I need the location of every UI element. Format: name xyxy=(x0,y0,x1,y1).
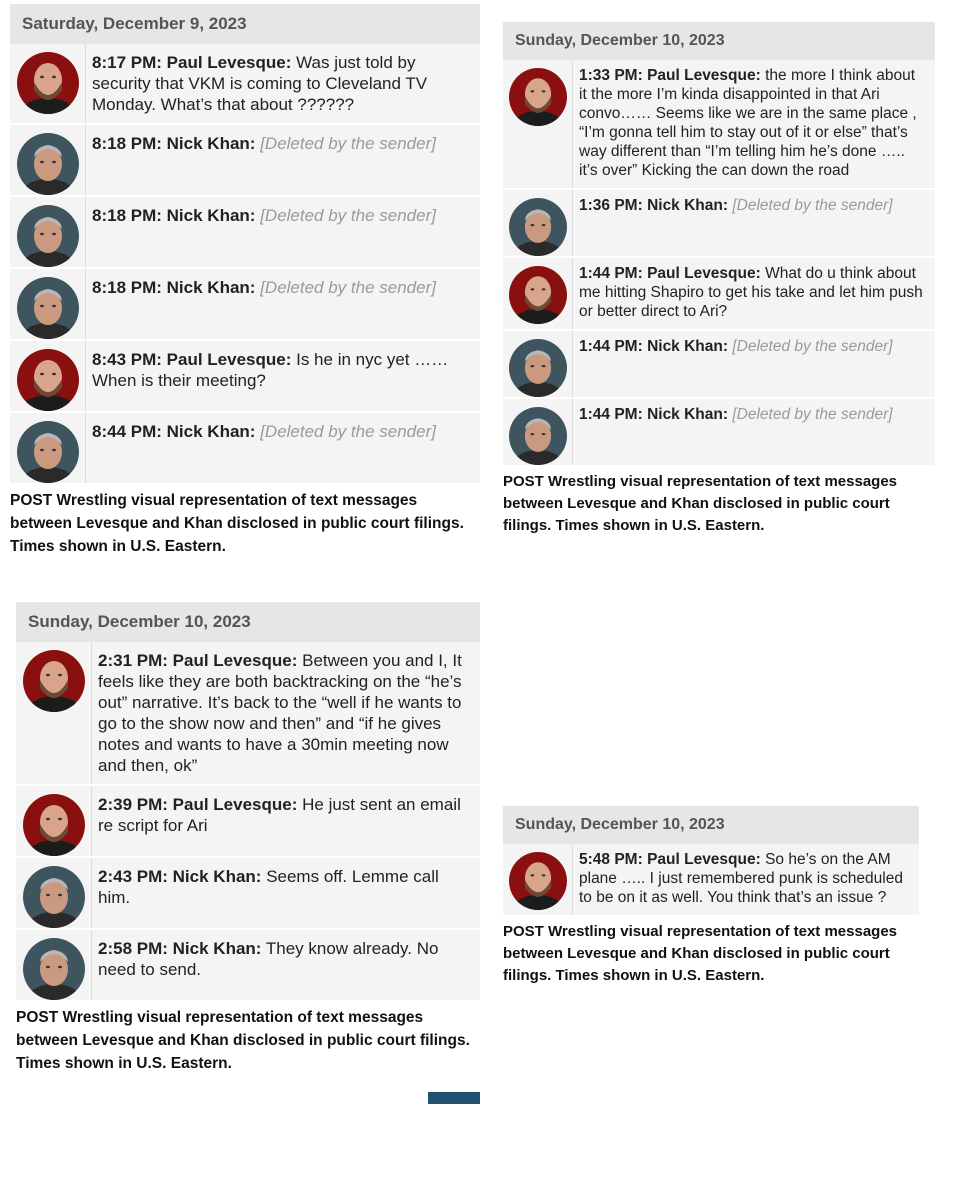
message-time: 8:44 PM: xyxy=(92,422,162,441)
message-row xyxy=(16,642,480,786)
message-text xyxy=(92,786,480,856)
avatar-cell xyxy=(503,844,573,915)
message-text xyxy=(86,269,444,339)
message-time: 1:36 PM: xyxy=(579,197,643,214)
message-body: Is he in nyc yet …… When is their meeting? xyxy=(92,350,449,390)
deleted-message-notice: [Deleted by the sender] xyxy=(260,422,436,441)
message-text xyxy=(92,930,480,1000)
message-sender: Paul Levesque: xyxy=(172,651,298,670)
message-text xyxy=(86,197,444,267)
avatar-cell xyxy=(16,786,92,856)
message-text xyxy=(573,190,901,256)
message-body: Seems off. Lemme call him. xyxy=(98,867,439,907)
panel-caption: POST Wrestling visual representation of text messages between Levesque and Khan disclosed in public court filings. Times shown in U.S. Eastern. xyxy=(10,492,464,555)
message-time: 2:39 PM: xyxy=(98,795,168,814)
message-row xyxy=(503,258,935,331)
panel-date-header: Sunday, December 10, 2023 xyxy=(503,22,935,60)
message-sender: Paul Levesque: xyxy=(172,795,298,814)
panel-date-header: Sunday, December 10, 2023 xyxy=(503,806,919,844)
message-body: Was just told by security that VKM is coming to Cleveland TV Monday. What’s that about ?????? xyxy=(92,53,428,114)
message-sender: Nick Khan: xyxy=(647,406,729,423)
avatar-cell xyxy=(10,341,86,411)
message-body: So he’s on the AM plane ….. I just remembered punk is scheduled to be on it as well. You think that’s an issue ? xyxy=(579,851,903,906)
deleted-message-notice: [Deleted by the sender] xyxy=(732,338,893,355)
paul-levesque-avatar xyxy=(23,650,85,712)
message-list xyxy=(503,844,919,917)
message-text xyxy=(573,844,919,915)
paul-levesque-avatar xyxy=(509,852,567,910)
nick-khan-avatar xyxy=(509,407,567,465)
deleted-message-notice: [Deleted by the sender] xyxy=(732,406,893,423)
nick-khan-avatar xyxy=(23,866,85,928)
paul-levesque-avatar xyxy=(509,266,567,324)
avatar-cell xyxy=(16,858,92,928)
panel-caption: POST Wrestling visual representation of text messages between Levesque and Khan disclosed in public court filings. Times shown in U.S. Eastern. xyxy=(503,473,898,534)
message-text xyxy=(86,413,444,483)
message-row xyxy=(503,844,919,917)
message-panel-dec-9 xyxy=(10,4,480,558)
message-time: 2:58 PM: xyxy=(98,939,168,958)
nick-khan-avatar xyxy=(17,205,79,267)
message-text xyxy=(86,125,444,195)
message-time: 5:48 PM: xyxy=(579,851,643,868)
message-list xyxy=(10,44,480,485)
message-text xyxy=(86,44,480,123)
message-time: 2:43 PM: xyxy=(98,867,168,886)
message-panel-dec-10-a xyxy=(503,22,935,537)
message-row xyxy=(10,341,480,413)
message-time: 8:17 PM: xyxy=(92,53,162,72)
deleted-message-notice: [Deleted by the sender] xyxy=(260,278,436,297)
message-row xyxy=(16,786,480,858)
message-row xyxy=(10,413,480,485)
message-body: He just sent an email re script for Ari xyxy=(98,795,461,835)
avatar-cell xyxy=(10,269,86,339)
message-time: 8:18 PM: xyxy=(92,278,162,297)
message-panel-dec-10-b xyxy=(16,602,480,1075)
message-time: 8:43 PM: xyxy=(92,350,162,369)
avatar-cell xyxy=(503,399,573,465)
message-time: 8:18 PM: xyxy=(92,206,162,225)
panel-date-header: Sunday, December 10, 2023 xyxy=(16,602,480,642)
message-row xyxy=(503,190,935,258)
message-row xyxy=(10,197,480,269)
message-text xyxy=(86,341,480,411)
paul-levesque-avatar xyxy=(23,794,85,856)
message-sender: Nick Khan: xyxy=(172,867,262,886)
message-sender: Paul Levesque: xyxy=(647,265,761,282)
message-sender: Nick Khan: xyxy=(172,939,262,958)
deleted-message-notice: [Deleted by the sender] xyxy=(732,197,893,214)
message-text xyxy=(573,399,901,465)
deleted-message-notice: [Deleted by the sender] xyxy=(260,206,436,225)
message-sender: Nick Khan: xyxy=(166,278,256,297)
paul-levesque-avatar xyxy=(17,52,79,114)
message-body: They know already. No need to send. xyxy=(98,939,439,979)
message-row xyxy=(10,269,480,341)
message-sender: Paul Levesque: xyxy=(647,67,761,84)
message-time: 1:44 PM: xyxy=(579,406,643,423)
nick-khan-avatar xyxy=(17,133,79,195)
message-sender: Nick Khan: xyxy=(166,134,256,153)
message-row xyxy=(10,44,480,125)
message-sender: Nick Khan: xyxy=(166,422,256,441)
nick-khan-avatar xyxy=(23,938,85,1000)
nick-khan-avatar xyxy=(509,198,567,256)
message-row xyxy=(503,60,935,190)
message-list xyxy=(503,60,935,467)
message-row xyxy=(16,930,480,1002)
avatar-cell xyxy=(503,190,573,256)
message-body: What do u think about me hitting Shapiro to get his take and let him push or better direct to Ari? xyxy=(579,265,923,320)
message-text xyxy=(573,331,901,397)
avatar-cell xyxy=(503,331,573,397)
message-row xyxy=(10,125,480,197)
message-text xyxy=(92,642,480,784)
paul-levesque-avatar xyxy=(17,349,79,411)
deleted-message-notice: [Deleted by the sender] xyxy=(260,134,436,153)
message-row xyxy=(503,399,935,467)
message-sender: Nick Khan: xyxy=(166,206,256,225)
message-text xyxy=(92,858,480,928)
avatar-cell xyxy=(10,197,86,267)
nick-khan-avatar xyxy=(17,421,79,483)
avatar-cell xyxy=(10,44,86,123)
avatar-cell xyxy=(503,258,573,329)
panel-date-header: Saturday, December 9, 2023 xyxy=(10,4,480,44)
message-row xyxy=(503,331,935,399)
message-time: 1:33 PM: xyxy=(579,67,643,84)
message-sender: Paul Levesque: xyxy=(166,350,292,369)
avatar-cell xyxy=(10,125,86,195)
message-body: the more I think about it the more I’m kinda disappointed in that Ari convo…… Seems like we are in the same place , “I’m gonna tell him to stay out of it or else” that’s way different than “I’m telling him he’s done ….. it’s over” Kicking the can down the road xyxy=(579,67,917,179)
avatar-cell xyxy=(10,413,86,483)
message-sender: Paul Levesque: xyxy=(166,53,292,72)
message-text xyxy=(573,258,935,329)
message-body: Between you and I, It feels like they are both backtracking on the “he’s out” narrative. It’s back to the “well if he wants to go to the show now and then” and “if he gives notes and wants to have a 30min meeting now and then, ok” xyxy=(98,651,462,775)
paul-levesque-avatar xyxy=(509,68,567,126)
message-text xyxy=(573,60,935,188)
panel-caption: POST Wrestling visual representation of text messages between Levesque and Khan disclosed in public court filings. Times shown in U.S. Eastern. xyxy=(16,1009,470,1072)
nick-khan-avatar xyxy=(509,339,567,397)
message-sender: Nick Khan: xyxy=(647,338,729,355)
nick-khan-avatar xyxy=(17,277,79,339)
message-sender: Nick Khan: xyxy=(647,197,729,214)
panel-caption: POST Wrestling visual representation of text messages between Levesque and Khan disclosed in public court filings. Times shown in U.S. Eastern. xyxy=(503,923,898,984)
message-row xyxy=(16,858,480,930)
avatar-cell xyxy=(16,930,92,1000)
message-list xyxy=(16,642,480,1002)
message-sender: Paul Levesque: xyxy=(647,851,761,868)
message-panel-dec-10-c xyxy=(503,806,919,987)
message-time: 2:31 PM: xyxy=(98,651,168,670)
avatar-cell xyxy=(503,60,573,188)
message-time: 1:44 PM: xyxy=(579,265,643,282)
message-time: 8:18 PM: xyxy=(92,134,162,153)
avatar-cell xyxy=(16,642,92,784)
message-time: 1:44 PM: xyxy=(579,338,643,355)
page-nav-marker[interactable] xyxy=(428,1092,480,1104)
